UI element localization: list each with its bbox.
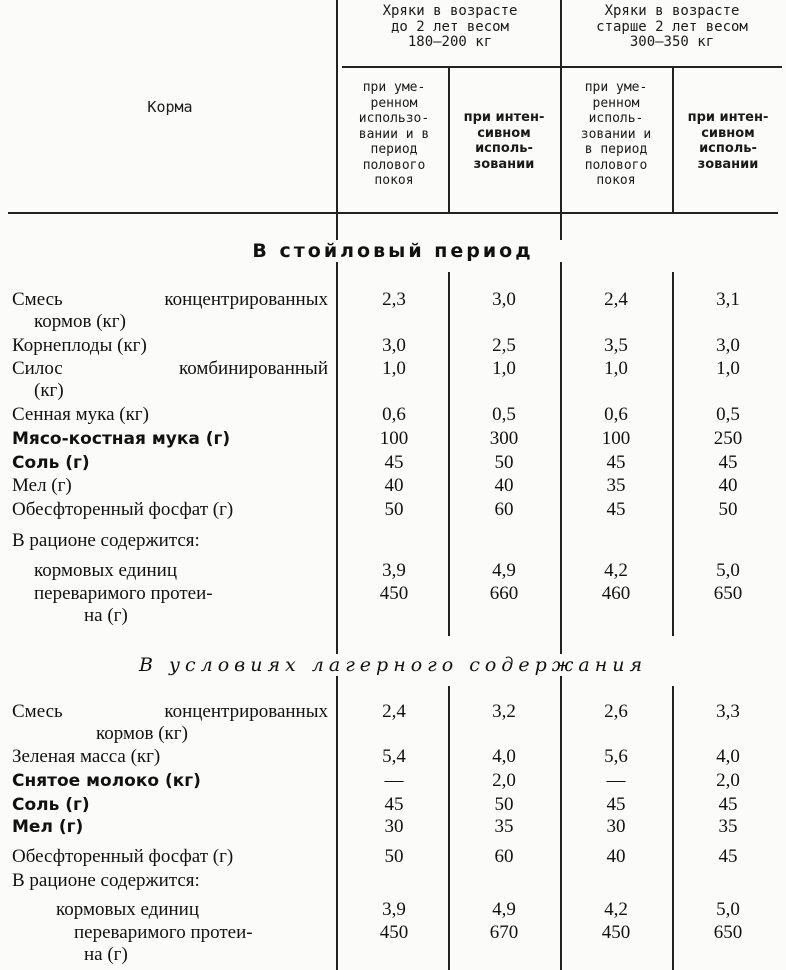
cell-value: 40 bbox=[384, 475, 404, 496]
cell-value: 30 bbox=[606, 816, 626, 837]
row-label: Мел (г) bbox=[12, 817, 84, 837]
cell-value: 4,9 bbox=[492, 560, 516, 581]
row-label: на (г) bbox=[84, 944, 128, 965]
cell-value: 50 bbox=[494, 452, 514, 473]
column-rule bbox=[336, 0, 338, 970]
header-line: зовании и bbox=[580, 126, 652, 142]
group2-intensive-header bbox=[674, 110, 782, 172]
row-label: Мясо-костная мука (г) bbox=[12, 429, 231, 449]
cell-value: 450 bbox=[601, 922, 631, 943]
cell-value: 2,3 bbox=[382, 289, 406, 310]
cell-value: 0,5 bbox=[716, 404, 740, 425]
header-line: использо- bbox=[358, 111, 430, 126]
cell-value: 2,0 bbox=[716, 770, 740, 791]
header-line: ренном bbox=[370, 95, 418, 111]
cell-value: 4,2 bbox=[604, 899, 628, 920]
cell-value: 50 bbox=[384, 846, 404, 867]
cell-value: 3,9 bbox=[382, 560, 406, 581]
header-line: исполь- bbox=[588, 111, 644, 126]
cell-value: 100 bbox=[601, 428, 631, 449]
row-label: переваримого протеи- bbox=[34, 583, 213, 604]
cell-value: 60 bbox=[494, 846, 514, 867]
group1-moderate-header bbox=[342, 80, 446, 189]
cell-value: 40 bbox=[606, 846, 626, 867]
row-label: кормовых единиц bbox=[56, 899, 200, 920]
row-label: Соль (г) bbox=[12, 453, 90, 473]
row-label: Мел (г) bbox=[12, 475, 72, 496]
cell-value: 4,0 bbox=[492, 746, 516, 767]
row-label: В рационе содержится: bbox=[12, 530, 200, 551]
cell-value: 4,2 bbox=[604, 560, 628, 581]
header-line: сивном bbox=[701, 125, 755, 141]
cell-value: 650 bbox=[713, 583, 743, 604]
cell-value: 5,0 bbox=[716, 560, 740, 581]
cell-value: 45 bbox=[606, 794, 626, 815]
section-title-camp: В условиях лагерного содержания bbox=[0, 654, 786, 676]
header-line: полового bbox=[584, 157, 648, 173]
column-rule bbox=[448, 66, 450, 212]
row-label: Снятое молоко (кг) bbox=[12, 771, 201, 791]
header-line: зовании bbox=[473, 156, 535, 172]
row-label: Смесь концентрированных bbox=[12, 701, 328, 722]
header-line: покоя bbox=[374, 173, 414, 188]
cell-value: 2,5 bbox=[492, 335, 516, 356]
cell-value: 5,0 bbox=[716, 899, 740, 920]
group2-title bbox=[562, 4, 782, 51]
header-bottom-rule bbox=[8, 212, 778, 214]
cell-value: 460 bbox=[601, 583, 631, 604]
group1-intensive-header bbox=[450, 110, 558, 172]
header-line: исполь- bbox=[699, 141, 757, 156]
cell-value: 45 bbox=[718, 846, 738, 867]
cell-value: 300 bbox=[489, 428, 519, 449]
cell-value: 2,4 bbox=[604, 289, 628, 310]
section-title-stall: В стойловый период bbox=[0, 240, 786, 262]
cell-value: 3,0 bbox=[716, 335, 740, 356]
row-label: Обесфторенный фосфат (г) bbox=[12, 499, 234, 520]
cell-value: 3,2 bbox=[492, 701, 516, 722]
cell-value: 1,0 bbox=[492, 358, 516, 379]
cell-value: 450 bbox=[379, 922, 409, 943]
row-label: (кг) bbox=[34, 380, 64, 401]
cell-value: 2,4 bbox=[382, 701, 406, 722]
header-line: исполь- bbox=[475, 141, 533, 156]
header-line: при интен- bbox=[463, 110, 545, 125]
row-label: кормов (кг) bbox=[96, 723, 188, 744]
group1-title-line: до 2 лет весом bbox=[390, 18, 509, 35]
group1-title-line: 180—200 кг bbox=[407, 34, 493, 50]
cell-value: 670 bbox=[489, 922, 519, 943]
cell-value: 35 bbox=[718, 816, 738, 837]
row-label: Корнеплоды (кг) bbox=[12, 335, 147, 356]
row-label: Смесь концентрированных bbox=[12, 289, 328, 310]
cell-value: 45 bbox=[384, 452, 404, 473]
row-label: Силос комбинированный bbox=[12, 358, 328, 379]
row-label: Соль (г) bbox=[12, 795, 90, 815]
cell-value: 0,5 bbox=[492, 404, 516, 425]
feed-column-header: Корма bbox=[147, 98, 193, 116]
cell-value: 3,0 bbox=[382, 335, 406, 356]
cell-value: 3,3 bbox=[716, 701, 740, 722]
header-line: зовании bbox=[697, 156, 759, 172]
cell-value: — bbox=[606, 770, 626, 791]
cell-value: 450 bbox=[379, 583, 409, 604]
cell-value: 100 bbox=[379, 428, 409, 449]
group2-title-line: 300—350 кг bbox=[629, 34, 715, 50]
header-line: в период bbox=[584, 142, 648, 157]
header-line: при уме- bbox=[584, 80, 648, 95]
header-line: вании и в bbox=[358, 126, 430, 142]
cell-value: 4,9 bbox=[492, 899, 516, 920]
cell-value: 0,6 bbox=[382, 404, 406, 425]
cell-value: 45 bbox=[606, 499, 626, 520]
cell-value: 50 bbox=[384, 499, 404, 520]
cell-value: 3,5 bbox=[604, 335, 628, 356]
group1-title bbox=[342, 4, 558, 51]
header-line: полового bbox=[362, 157, 426, 173]
cell-value: 3,0 bbox=[492, 289, 516, 310]
row-label: кормов (кг) bbox=[34, 311, 126, 332]
row-label: Сенная мука (кг) bbox=[12, 404, 149, 425]
cell-value: 50 bbox=[494, 794, 514, 815]
cell-value: 0,6 bbox=[604, 404, 628, 425]
row-label: кормовых единиц bbox=[34, 560, 178, 581]
cell-value: 60 bbox=[494, 499, 514, 520]
cell-value: 3,9 bbox=[382, 899, 406, 920]
cell-value: 40 bbox=[718, 475, 738, 496]
column-rule bbox=[672, 66, 674, 212]
group1-title-line: Хряки в возрасте bbox=[382, 3, 518, 19]
cell-value: 4,0 bbox=[716, 746, 740, 767]
row-label: Обесфторенный фосфат (г) bbox=[12, 846, 234, 867]
header-group-rule bbox=[342, 66, 782, 68]
cell-value: 45 bbox=[606, 452, 626, 473]
group2-moderate-header bbox=[562, 80, 670, 189]
cell-value: 3,1 bbox=[716, 289, 740, 310]
cell-value: 45 bbox=[384, 794, 404, 815]
cell-value: 1,0 bbox=[716, 358, 740, 379]
cell-value: 35 bbox=[606, 475, 626, 496]
cell-value: 45 bbox=[718, 794, 738, 815]
cell-value: 5,6 bbox=[604, 746, 628, 767]
row-label: Зеленая масса (кг) bbox=[12, 746, 161, 767]
header-line: покоя bbox=[596, 173, 636, 188]
cell-value: 2,6 bbox=[604, 701, 628, 722]
cell-value: 1,0 bbox=[382, 358, 406, 379]
group2-title-line: Хряки в возрасте bbox=[604, 3, 740, 19]
cell-value: — bbox=[384, 770, 404, 791]
cell-value: 1,0 bbox=[604, 358, 628, 379]
cell-value: 35 bbox=[494, 816, 514, 837]
cell-value: 650 bbox=[713, 922, 743, 943]
group2-title-line: старше 2 лет весом bbox=[596, 18, 748, 35]
header-line: при интен- bbox=[687, 110, 769, 125]
cell-value: 660 bbox=[489, 583, 519, 604]
cell-value: 30 bbox=[384, 816, 404, 837]
row-label: В рационе содержится: bbox=[12, 870, 200, 891]
cell-value: 40 bbox=[494, 475, 514, 496]
header-line: период bbox=[370, 142, 418, 157]
cell-value: 2,0 bbox=[492, 770, 516, 791]
row-label: на (г) bbox=[84, 605, 128, 626]
header-line: ренном bbox=[592, 95, 640, 111]
cell-value: 5,4 bbox=[382, 746, 406, 767]
header-line: сивном bbox=[477, 125, 531, 141]
header-line: при уме- bbox=[362, 80, 426, 95]
cell-value: 45 bbox=[718, 452, 738, 473]
cell-value: 250 bbox=[713, 428, 743, 449]
row-label: переваримого протеи- bbox=[74, 922, 253, 943]
cell-value: 50 bbox=[718, 499, 738, 520]
